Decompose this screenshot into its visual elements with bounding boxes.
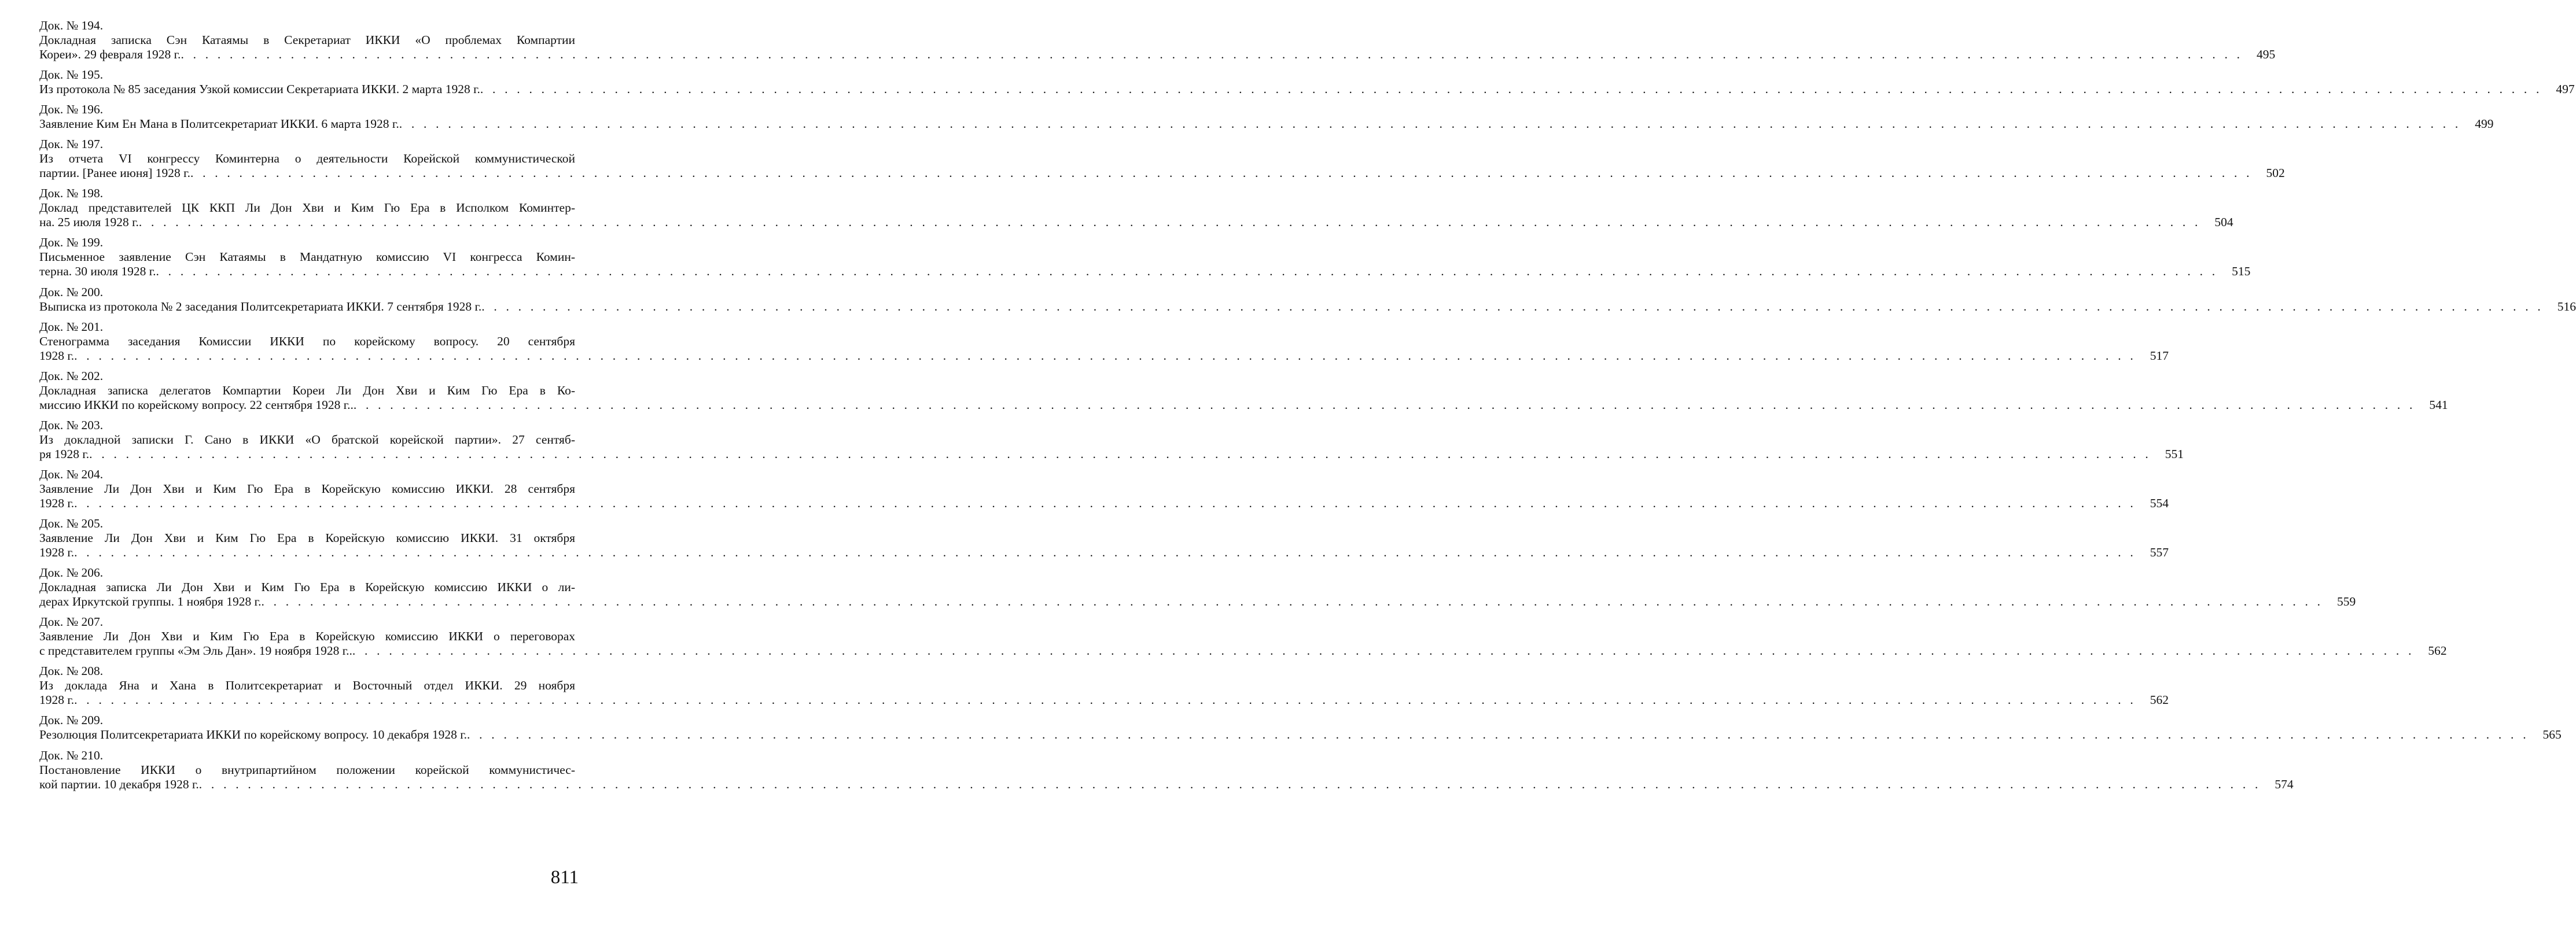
dot-leader (74, 496, 2143, 511)
entry-title-line: Доклад представителей ЦК ККП Ли Дон Хви и Ким Гю Ера в Исполком Коминтер- (39, 201, 575, 215)
entry-page-number: 551 (2165, 447, 2184, 461)
dot-leader (139, 215, 2208, 230)
entry-title-last-line (39, 117, 2494, 131)
entry-title-line: Из отчета VI конгрессу Коминтерна о деятельности Корейской коммунистической (39, 152, 575, 166)
entry-title-last-line (39, 777, 2294, 792)
toc-entry (39, 235, 2251, 279)
entry-title-text: терна. 30 июля 1928 г. (39, 264, 156, 279)
dot-leader (481, 300, 2551, 314)
entry-title-text: Из протокола № 85 заседания Узкой комиссии Секретариата ИККИ. 2 марта 1928 г. (39, 82, 480, 97)
entry-title-last-line (39, 644, 2447, 658)
dot-leader (190, 166, 2259, 180)
dot-leader (480, 82, 2549, 97)
table-of-contents (39, 19, 2576, 798)
entry-title-last-line (39, 264, 2251, 279)
doc-number: Док. № 207. (39, 615, 104, 629)
toc-entry (39, 748, 2294, 792)
toc-entry (39, 615, 2447, 658)
dot-leader (199, 777, 2268, 792)
entry-title-text: 1928 г. (39, 545, 75, 560)
entry-page-number: 559 (2336, 595, 2356, 609)
doc-number: Док. № 205. (39, 517, 104, 531)
toc-entry (39, 285, 2576, 314)
toc-entry (39, 19, 2276, 62)
entry-page-number: 562 (2150, 693, 2169, 707)
doc-number: Док. № 201. (39, 319, 104, 334)
entry-title-last-line (39, 166, 2285, 180)
entry-page-number: 562 (2428, 644, 2447, 658)
toc-entry (39, 664, 2169, 707)
toc-entry (39, 418, 2184, 462)
toc-entry (39, 713, 2562, 742)
entry-page-number: 495 (2256, 47, 2276, 61)
entry-title-line: Заявление Ли Дон Хви и Ким Гю Ера в Корейскую комиссию ИККИ. 28 сентября (39, 481, 575, 496)
entry-title-text: Заявление Ким Ен Мана в Политсекретариат ИККИ. 6 марта 1928 г. (39, 117, 399, 131)
dot-leader (261, 595, 2330, 609)
toc-entry (39, 467, 2169, 511)
entry-title-last-line (39, 545, 2169, 560)
entry-title-text: ря 1928 г. (39, 447, 90, 461)
entry-page-number: 554 (2150, 496, 2169, 510)
entry-title-text: миссию ИККИ по корейскому вопросу. 22 сентября 1928 г.. (39, 397, 354, 412)
entry-title-line: Письменное заявление Сэн Катаямы в Мандатную комиссию VI конгресса Комин- (39, 250, 575, 264)
toc-entry (39, 566, 2356, 609)
doc-number: Док. № 202. (39, 368, 104, 383)
entry-title-last-line (39, 299, 2576, 314)
entry-title-text: 1928 г. (39, 693, 75, 707)
entry-title-text: Выписка из протокола № 2 заседания Политсекретариата ИККИ. 7 сентября 1928 г. (39, 299, 482, 313)
entry-page-number: 565 (2542, 728, 2562, 742)
toc-entry (39, 186, 2233, 230)
entry-title-text: на. 25 июля 1928 г. (39, 215, 139, 230)
entry-page-number: 517 (2150, 348, 2169, 363)
entry-title-text: с представителем группы «Эм Эль Дан». 19 ноября 1928 г.. (39, 644, 352, 658)
doc-number: Док. № 199. (39, 235, 104, 250)
entry-title-text: дерах Иркутской группы. 1 ноября 1928 г. (39, 595, 262, 609)
entry-title-last-line (39, 348, 2169, 363)
dot-leader (74, 693, 2143, 707)
entry-page-number: 502 (2266, 166, 2285, 180)
entry-title-last-line (39, 496, 2169, 511)
entry-page-number: 515 (2232, 264, 2251, 279)
entry-page-number: 516 (2557, 299, 2576, 313)
doc-number: Док. № 209. (39, 713, 104, 728)
doc-number: Док. № 195. (39, 68, 104, 82)
entry-page-number: 497 (2556, 82, 2575, 97)
doc-number: Док. № 206. (39, 566, 104, 580)
dot-leader (467, 728, 2536, 742)
page-number: 811 (550, 867, 579, 888)
entry-title-line: Стенограмма заседания Комиссии ИККИ по корейскому вопросу. 20 сентября (39, 334, 575, 348)
entry-title-last-line (39, 82, 2575, 97)
entry-title-line: Докладная записка делегатов Компартии Кореи Ли Дон Хви и Ким Гю Ера в Ко- (39, 383, 575, 397)
doc-number: Док. № 210. (39, 748, 104, 762)
entry-title-text: 1928 г. (39, 348, 75, 363)
entry-title-line: Из доклада Яна и Хана в Политсекретариат и Восточный отдел ИККИ. 29 ноября (39, 678, 575, 693)
entry-title-line: Постановление ИККИ о внутрипартийном положении корейской коммунистичес- (39, 762, 575, 777)
doc-number: Док. № 208. (39, 664, 104, 678)
dot-leader (354, 398, 2423, 412)
dot-leader (181, 47, 2250, 62)
doc-number: Док. № 203. (39, 418, 104, 432)
toc-entry (39, 368, 2448, 412)
entry-title-text: Резолюция Политсекретариата ИККИ по корейскому вопросу. 10 декабря 1928 г. (39, 728, 467, 742)
entry-title-text: Кореи». 29 февраля 1928 г. (39, 47, 181, 61)
dot-leader (156, 264, 2225, 279)
entry-title-last-line (39, 728, 2562, 742)
entry-page-number: 574 (2275, 777, 2294, 791)
entry-title-last-line (39, 595, 2356, 609)
entry-title-line: Заявление Ли Дон Хви и Ким Гю Ера в Корейскую комиссию ИККИ о переговорах (39, 629, 575, 644)
entry-page-number: 541 (2429, 397, 2448, 412)
doc-number: Док. № 200. (39, 285, 104, 299)
doc-number: Док. № 204. (39, 467, 104, 481)
dot-leader (352, 644, 2422, 658)
entry-title-last-line (39, 693, 2169, 707)
entry-title-line: Докладная записка Ли Дон Хви и Ким Гю Ера в Корейскую комиссию ИККИ о ли- (39, 580, 575, 595)
entry-page-number: 504 (2214, 215, 2233, 230)
entry-title-last-line (39, 397, 2448, 412)
entry-page-number: 499 (2475, 117, 2494, 131)
toc-entry (39, 68, 2575, 97)
dot-leader (74, 545, 2143, 560)
dot-leader (89, 447, 2158, 462)
toc-entry (39, 319, 2169, 363)
entry-title-text: 1928 г. (39, 496, 75, 510)
entry-title-line: Докладная записка Сэн Катаямы в Секретариат ИККИ «О проблемах Компартии (39, 33, 575, 47)
toc-entry (39, 517, 2169, 560)
entry-title-line: Из докладной записки Г. Сано в ИККИ «О братской корейской партии». 27 сентяб- (39, 432, 575, 447)
toc-entry (39, 102, 2494, 131)
doc-number: Док. № 197. (39, 137, 104, 152)
entry-title-last-line (39, 215, 2233, 230)
toc-entry (39, 137, 2285, 180)
entry-title-line: Заявление Ли Дон Хви и Ким Гю Ера в Корейскую комиссию ИККИ. 31 октября (39, 531, 575, 545)
doc-number: Док. № 194. (39, 19, 104, 32)
doc-number: Док. № 196. (39, 102, 104, 117)
entry-title-last-line (39, 447, 2184, 462)
entry-page-number: 557 (2150, 545, 2169, 560)
dot-leader (399, 117, 2468, 131)
doc-number: Док. № 198. (39, 186, 104, 201)
entry-title-text: кой партии. 10 декабря 1928 г. (39, 777, 199, 791)
entry-title-text: партии. [Ранее июня] 1928 г. (39, 166, 190, 180)
entry-title-last-line (39, 47, 2276, 62)
dot-leader (74, 349, 2143, 363)
